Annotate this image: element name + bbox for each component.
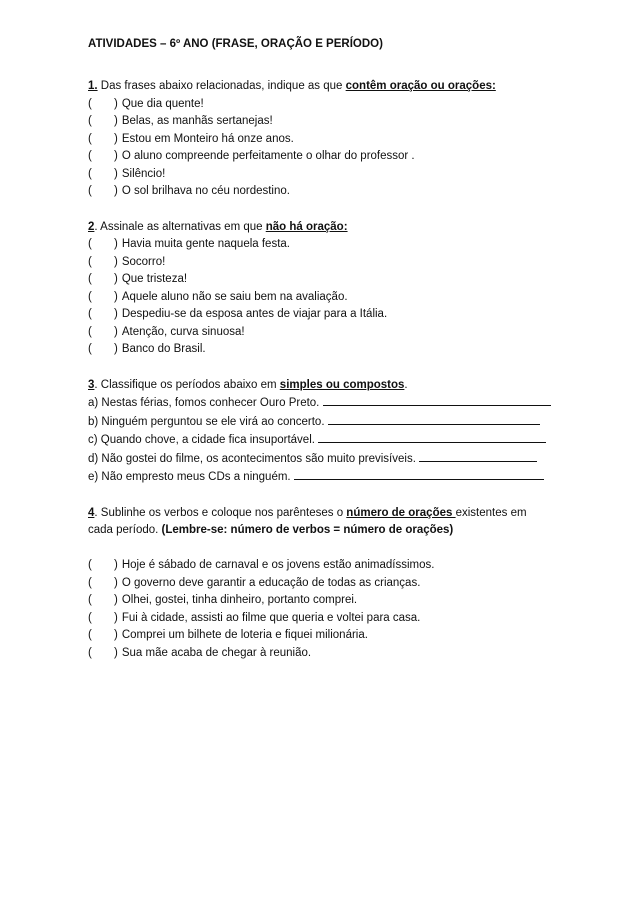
close-paren: ) (114, 594, 118, 606)
open-paren[interactable]: ( (88, 576, 92, 589)
close-paren: ) (114, 611, 118, 624)
open-paren[interactable]: ( (88, 325, 92, 338)
item-text: Silêncio! (121, 167, 166, 180)
close-paren: ) (114, 115, 118, 127)
item-text: a) Nestas férias, fomos conhecer Ouro Preto. (88, 397, 320, 409)
close-paren: ) (114, 238, 118, 250)
open-paren[interactable]: ( (88, 185, 92, 197)
open-paren[interactable]: ( (88, 97, 92, 110)
question-2-item (88, 341, 558, 359)
question-4 (88, 505, 558, 663)
open-paren[interactable]: ( (88, 132, 92, 145)
close-paren: ) (114, 97, 118, 110)
question-4-prompt-line-2 (88, 522, 558, 540)
question-3-item (88, 431, 558, 450)
question-3-item (88, 394, 558, 413)
open-paren[interactable]: ( (88, 255, 92, 268)
open-paren[interactable]: ( (88, 150, 92, 162)
item-text: Que dia quente! (121, 97, 204, 110)
item-text: Sua mãe acaba de chegar à reunião. (121, 646, 312, 659)
question-3-number: 3 (88, 378, 95, 391)
question-2-highlight: não há oração: (265, 220, 348, 233)
open-paren[interactable]: ( (88, 238, 92, 250)
open-paren[interactable]: ( (88, 343, 92, 355)
question-2-item (88, 254, 558, 272)
close-paren: ) (114, 343, 118, 355)
question-3-item (88, 413, 558, 432)
question-1-text: Das frases abaixo relacionadas, indique as que (97, 80, 346, 92)
question-4-note: (Lembre-se: número de verbos = número de orações) (161, 524, 454, 536)
question-1-item (88, 96, 558, 114)
open-paren[interactable]: ( (88, 167, 92, 180)
answer-line[interactable] (323, 394, 551, 406)
answer-line[interactable] (294, 468, 544, 480)
item-text: Despediu-se da esposa antes de viajar para a Itália. (121, 308, 388, 320)
item-text: Comprei um bilhete de loteria e fiquei milionária. (121, 629, 368, 641)
open-paren[interactable]: ( (88, 594, 92, 606)
item-text: Banco do Brasil. (121, 343, 206, 355)
question-2-number: 2 (88, 220, 95, 233)
item-text: d) Não gostei do filme, os acontecimentos são muito previsíveis. (88, 452, 416, 465)
question-4-prompt (88, 505, 558, 523)
worksheet-title: ATIVIDADES – 6º ANO (FRASE, ORAÇÃO E PERÍODO) (88, 38, 383, 50)
open-paren[interactable]: ( (88, 629, 92, 641)
close-paren: ) (114, 646, 118, 659)
spacer (88, 540, 558, 558)
question-2-text: . Assinale as alternativas em que (94, 220, 266, 233)
answer-line[interactable] (419, 450, 537, 462)
question-2-item (88, 306, 558, 324)
question-4-text-end: existentes em (455, 506, 527, 519)
question-3-item (88, 468, 558, 487)
item-text: Estou em Monteiro há onze anos. (121, 132, 294, 145)
item-text: O aluno compreende perfeitamente o olhar do professor . (121, 150, 415, 162)
close-paren: ) (114, 150, 118, 162)
close-paren: ) (114, 273, 118, 285)
question-3-prompt (88, 377, 558, 395)
close-paren: ) (114, 290, 118, 303)
close-paren: ) (114, 167, 118, 180)
open-paren[interactable]: ( (88, 273, 92, 285)
open-paren[interactable]: ( (88, 611, 92, 624)
question-1-prompt (88, 78, 558, 96)
question-4-item (88, 575, 558, 593)
close-paren: ) (114, 132, 118, 145)
open-paren[interactable]: ( (88, 308, 92, 320)
question-3 (88, 377, 558, 487)
question-3-text: . Classifique os períodos abaixo em (94, 378, 280, 391)
close-paren: ) (114, 185, 118, 197)
item-text: O sol brilhava no céu nordestino. (121, 185, 290, 197)
item-text: Belas, as manhãs sertanejas! (121, 115, 273, 127)
question-2 (88, 219, 558, 359)
question-3-highlight: simples ou compostos (279, 378, 405, 391)
item-text: Atenção, curva sinuosa! (121, 325, 245, 338)
question-1-number: 1. (88, 80, 98, 92)
question-1-item (88, 148, 558, 166)
close-paren: ) (114, 576, 118, 589)
question-1-highlight: contêm oração ou orações: (345, 80, 496, 92)
question-4-number: 4 (88, 506, 95, 519)
question-1-item (88, 166, 558, 184)
question-3-end: . (404, 378, 408, 391)
question-4-item (88, 610, 558, 628)
answer-line[interactable] (328, 413, 540, 425)
question-4-item (88, 627, 558, 645)
question-4-line-2: cada período. (88, 524, 162, 536)
item-text: Havia muita gente naquela festa. (121, 238, 290, 250)
question-4-item (88, 645, 558, 663)
answer-line[interactable] (318, 431, 546, 443)
item-text: Aquele aluno não se saiu bem na avaliação. (121, 290, 348, 303)
question-2-prompt (88, 219, 558, 237)
close-paren: ) (114, 255, 118, 268)
question-1-item (88, 113, 558, 131)
question-4-highlight: número de orações (346, 506, 456, 519)
question-2-item (88, 236, 558, 254)
open-paren[interactable]: ( (88, 559, 92, 571)
item-text: Hoje é sábado de carnaval e os jovens estão animadíssimos. (121, 559, 435, 571)
question-1-item (88, 131, 558, 149)
open-paren[interactable]: ( (88, 290, 92, 303)
question-3-item (88, 450, 558, 469)
item-text: Que tristeza! (121, 273, 188, 285)
item-text: O governo deve garantir a educação de todas as crianças. (121, 576, 421, 589)
close-paren: ) (114, 325, 118, 338)
close-paren: ) (114, 629, 118, 641)
question-2-item (88, 271, 558, 289)
question-1 (88, 78, 558, 201)
question-2-item (88, 289, 558, 307)
close-paren: ) (114, 308, 118, 320)
worksheet (88, 38, 558, 680)
item-text: c) Quando chove, a cidade fica insuportável. (88, 434, 315, 446)
question-4-item (88, 557, 558, 575)
open-paren[interactable]: ( (88, 115, 92, 127)
open-paren[interactable]: ( (88, 646, 92, 659)
item-text: b) Ninguém perguntou se ele virá ao concerto. (88, 415, 325, 428)
item-text: Fui à cidade, assisti ao filme que queria e voltei para casa. (121, 611, 421, 624)
question-2-item (88, 324, 558, 342)
item-text: Olhei, gostei, tinha dinheiro, portanto comprei. (121, 594, 358, 606)
question-4-text: . Sublinhe os verbos e coloque nos parênteses o (94, 506, 347, 519)
close-paren: ) (114, 559, 118, 571)
item-text: Socorro! (121, 255, 166, 268)
item-text: e) Não empresto meus CDs a ninguém. (88, 471, 291, 483)
question-4-item (88, 592, 558, 610)
question-1-item (88, 183, 558, 201)
